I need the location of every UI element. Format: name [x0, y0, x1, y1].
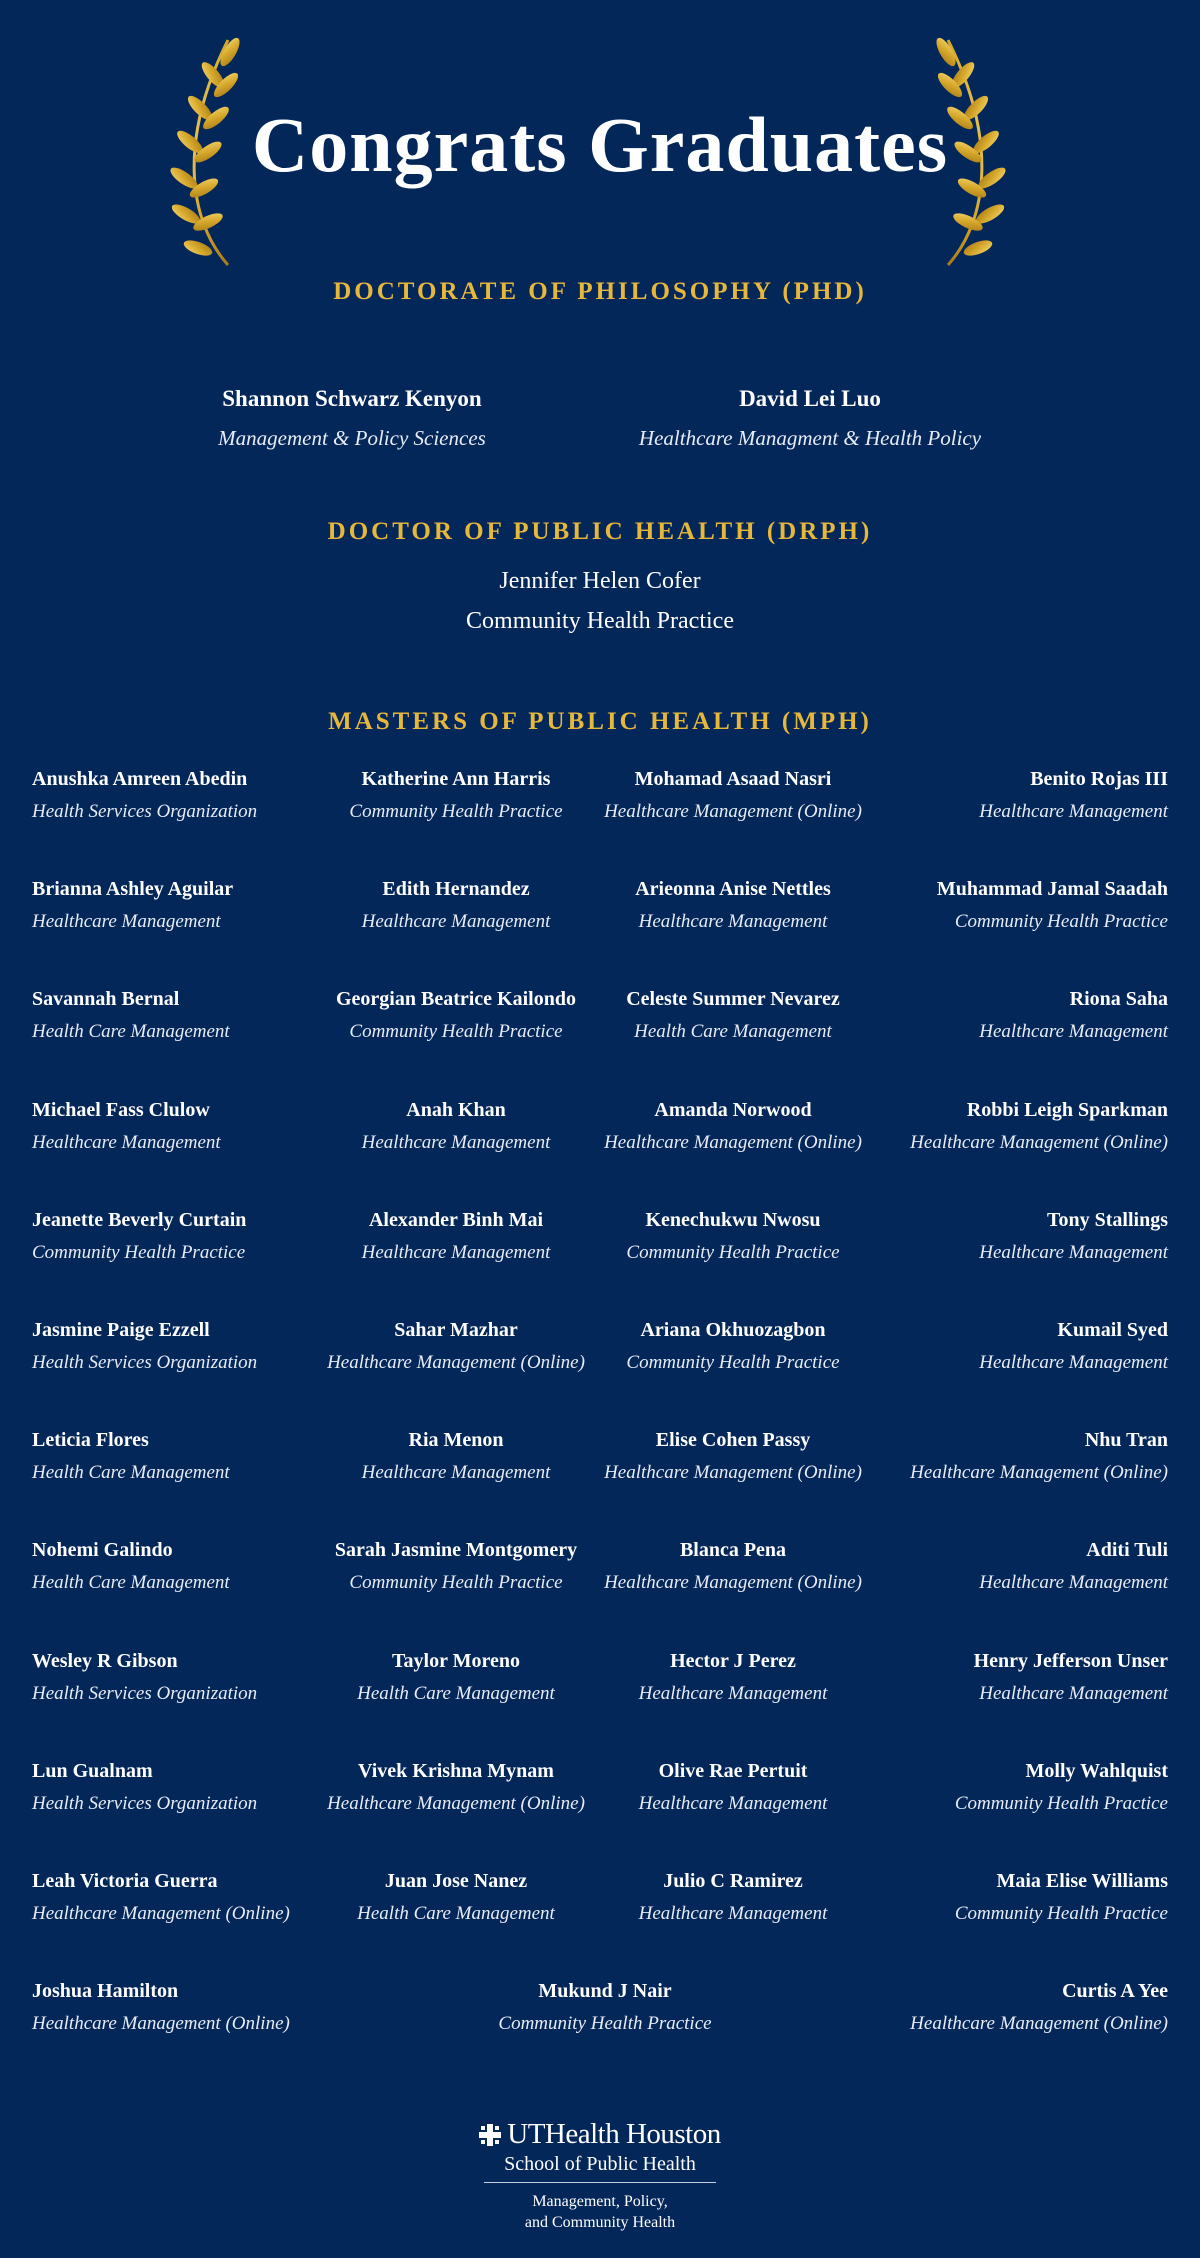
graduate-name: David Lei Luo: [739, 386, 881, 411]
graduate-program: Healthcare Management: [361, 1462, 551, 1484]
graduate-program: Health Services Organization: [32, 1792, 258, 1814]
mph-graduate: [306, 1429, 606, 1484]
mph-graduate: [32, 1760, 332, 1815]
graduate-program: Health Services Organization: [32, 1352, 258, 1373]
drph-graduate-program: Community Health Practice: [466, 608, 734, 634]
graduate-name: Olive Rae Pertuit: [658, 1759, 808, 1782]
mph-graduate: [32, 1539, 332, 1594]
mph-graduate: [306, 768, 606, 823]
graduate-program: Healthcare Management (Online): [604, 1572, 862, 1594]
mph-graduate: [868, 878, 1168, 933]
graduate-name: Curtis A Yee: [1062, 1980, 1168, 2003]
mph-graduate: [306, 1319, 606, 1374]
graduate-name: Edith Hernandez: [382, 878, 530, 901]
graduate-name: Robbi Leigh Sparkman: [966, 1098, 1168, 1121]
mph-graduate: [306, 1539, 606, 1594]
mph-graduate: [583, 1319, 883, 1374]
school-name: School of Public Health: [504, 2153, 696, 2175]
mph-graduate: [583, 1099, 883, 1154]
graduate-name: Ria Menon: [408, 1429, 504, 1452]
graduate-name: Juan Jose Nanez: [384, 1870, 528, 1892]
graduate-name: Tony Stallings: [1047, 1208, 1168, 1231]
graduate-program: Healthcare Management (Online): [327, 1792, 585, 1814]
graduate-program: Health Care Management: [634, 1021, 832, 1043]
graduate-program: Healthcare Management: [979, 1572, 1168, 1594]
graduate-program: Health Services Organization: [32, 801, 258, 822]
mph-graduate: [32, 768, 332, 823]
mph-graduate: [868, 1980, 1168, 2035]
graduate-name: Hector J Perez: [670, 1649, 796, 1672]
mph-graduate: [306, 1760, 606, 1815]
graduate-name: Elise Cohen Passy: [655, 1429, 811, 1452]
graduate-program: Healthcare Management: [638, 911, 828, 933]
graduate-name: Wesley R Gibson: [32, 1649, 178, 1672]
graduate-name: Brianna Ashley Aguilar: [32, 878, 234, 901]
graduate-name: Nhu Tran: [1084, 1429, 1168, 1452]
uthealth-logo-icon: [479, 2124, 501, 2146]
mph-graduate: [32, 988, 332, 1043]
mph-graduate: [32, 1209, 332, 1264]
graduate-program: Healthcare Management (Online): [327, 1352, 585, 1373]
graduate-name: Jeanette Beverly Curtain: [32, 1208, 247, 1231]
mph-graduate: [868, 1539, 1168, 1594]
mph-graduate: [306, 1650, 606, 1705]
graduate-program: Healthcare Management: [638, 1792, 828, 1814]
graduate-name: Blanca Pena: [679, 1539, 787, 1562]
mph-graduate: [583, 1539, 883, 1594]
graduate-program: Community Health Practice: [498, 2013, 712, 2035]
graduate-name: Arieonna Anise Nettles: [635, 878, 831, 901]
mph-graduate: [583, 1209, 883, 1264]
graduate-program: Community Health Practice: [626, 1241, 840, 1263]
graduate-name: Julio C Ramirez: [663, 1870, 803, 1892]
graduate-name: Kumail Syed: [1057, 1319, 1168, 1341]
graduate-name: Mohamad Asaad Nasri: [634, 768, 832, 790]
graduate-program: Healthcare Management (Online): [910, 1131, 1168, 1153]
graduate-program: Healthcare Management (Online): [910, 2013, 1168, 2035]
mph-graduate: [868, 1319, 1168, 1374]
graduate-name: Anah Khan: [406, 1098, 506, 1121]
graduate-program: Healthcare Management: [32, 1131, 221, 1153]
graduate-program: Community Health Practice: [32, 1241, 246, 1263]
department-line-1: Management, Policy,: [532, 2193, 668, 2210]
graduate-program: Health Care Management: [32, 1572, 230, 1594]
graduate-program: Healthcare Management (Online): [910, 1462, 1168, 1484]
drph-heading: DOCTOR OF PUBLIC HEALTH (DRPH): [327, 518, 873, 545]
mph-graduate: [868, 1650, 1168, 1705]
graduate-name: Amanda Norwood: [654, 1098, 812, 1121]
graduate-program: Community Health Practice: [349, 1021, 563, 1043]
graduate-program: Healthcare Management (Online): [32, 1903, 290, 1924]
divider: [484, 2182, 716, 2183]
mph-graduate: [868, 1429, 1168, 1484]
graduate-name: Riona Saha: [1069, 988, 1168, 1011]
page-title: Congrats Graduates: [251, 101, 949, 188]
graduate-program: Healthcare Managment & Health Policy: [638, 426, 982, 450]
graduate-name: Sarah Jasmine Montgomery: [334, 1539, 578, 1562]
department-line-2: and Community Health: [524, 2214, 676, 2231]
graduate-program: Management & Policy Sciences: [218, 426, 486, 450]
mph-graduate: [583, 768, 883, 823]
graduate-program: Healthcare Management (Online): [32, 2013, 290, 2035]
mph-graduate: [583, 1870, 883, 1925]
graduate-name: Molly Wahlquist: [1025, 1759, 1168, 1782]
graduate-name: Ariana Okhuozagbon: [640, 1319, 826, 1341]
graduate-program: Health Care Management: [357, 1682, 555, 1704]
graduate-name: Savannah Bernal: [32, 988, 180, 1011]
mph-graduate: [306, 1099, 606, 1154]
mph-graduate: [583, 878, 883, 933]
graduate-program: Healthcare Management: [979, 1682, 1168, 1704]
drph-graduate-name: Jennifer Helen Cofer: [499, 568, 701, 594]
mph-graduate: [868, 1209, 1168, 1264]
mph-graduate: [868, 768, 1168, 823]
mph-graduate: [583, 988, 883, 1043]
graduate-name: Anushka Amreen Abedin: [32, 768, 248, 790]
mph-graduate: [32, 878, 332, 933]
mph-graduate: [32, 1650, 332, 1705]
graduate-name: Maia Elise Williams: [996, 1870, 1168, 1892]
graduate-program: Healthcare Management (Online): [604, 1131, 862, 1153]
mph-graduate: [32, 1099, 332, 1154]
graduate-program: Healthcare Management: [361, 1131, 551, 1153]
graduate-name: Georgian Beatrice Kailondo: [336, 988, 576, 1011]
graduate-name: Aditi Tuli: [1086, 1539, 1168, 1562]
mph-graduate: [306, 1209, 606, 1264]
graduate-program: Community Health Practice: [626, 1352, 840, 1373]
mph-graduate: [583, 1429, 883, 1484]
mph-graduate: [583, 1650, 883, 1705]
graduate-name: Celeste Summer Nevarez: [626, 988, 840, 1011]
mph-heading: MASTERS OF PUBLIC HEALTH (MPH): [328, 708, 872, 735]
graduate-name: Joshua Hamilton: [32, 1980, 179, 2003]
mph-graduate: [868, 1760, 1168, 1815]
graduate-program: Healthcare Management: [979, 1241, 1168, 1263]
mph-graduate: [455, 1980, 755, 2035]
mph-graduate: [868, 1099, 1168, 1154]
graduate-program: Community Health Practice: [954, 1792, 1168, 1814]
phd-graduate: [600, 386, 1020, 451]
footer-logo: [0, 2118, 1200, 2233]
graduate-program: Healthcare Management: [638, 1682, 828, 1704]
graduate-program: Health Care Management: [357, 1903, 555, 1924]
mph-graduate: [306, 1870, 606, 1925]
mph-graduate: [306, 878, 606, 933]
graduate-program: Healthcare Management (Online): [604, 801, 862, 822]
graduate-name: Jasmine Paige Ezzell: [32, 1319, 210, 1341]
graduate-program: Health Care Management: [32, 1021, 230, 1043]
graduate-program: Healthcare Management (Online): [604, 1462, 862, 1484]
mph-graduate: [32, 1870, 332, 1925]
mph-graduate: [868, 988, 1168, 1043]
graduate-program: Health Care Management: [32, 1462, 230, 1484]
graduate-name: Leticia Flores: [32, 1429, 149, 1452]
graduate-program: Healthcare Management: [979, 801, 1168, 822]
graduate-program: Healthcare Management: [361, 1241, 551, 1263]
mph-graduate: [32, 1319, 332, 1374]
graduate-program: Healthcare Management: [979, 1021, 1168, 1043]
graduate-name: Leah Victoria Guerra: [32, 1870, 218, 1892]
graduate-name: Katherine Ann Harris: [361, 768, 551, 790]
graduate-name: Alexander Binh Mai: [368, 1208, 544, 1231]
graduate-program: Community Health Practice: [349, 801, 563, 822]
graduate-name: Nohemi Galindo: [32, 1539, 173, 1562]
graduate-name: Kenechukwu Nwosu: [645, 1208, 821, 1231]
graduate-program: Community Health Practice: [349, 1572, 563, 1594]
graduate-name: Mukund J Nair: [538, 1980, 672, 2003]
mph-graduate: [32, 1980, 332, 2035]
phd-heading: DOCTORATE OF PHILOSOPHY (PHD): [333, 278, 867, 305]
graduate-name: Lun Gualnam: [32, 1759, 153, 1782]
graduate-program: Healthcare Management: [638, 1903, 828, 1924]
mph-graduate: [868, 1870, 1168, 1925]
graduate-program: Community Health Practice: [954, 911, 1168, 933]
graduate-name: Taylor Moreno: [392, 1649, 520, 1672]
graduate-name: Muhammad Jamal Saadah: [936, 878, 1168, 901]
mph-graduate: [306, 988, 606, 1043]
graduate-name: Shannon Schwarz Kenyon: [222, 386, 482, 411]
graduate-name: Vivek Krishna Mynam: [358, 1759, 554, 1782]
phd-graduate: [142, 386, 562, 451]
mph-graduate: [32, 1429, 332, 1484]
mph-graduate: [583, 1760, 883, 1815]
graduate-name: Benito Rojas III: [1030, 768, 1168, 790]
graduate-program: Healthcare Management: [32, 911, 221, 933]
graduate-program: Healthcare Management: [979, 1352, 1168, 1373]
graduate-program: Health Services Organization: [32, 1682, 258, 1704]
graduate-name: Henry Jefferson Unser: [973, 1649, 1168, 1672]
logo-text: UTHealth Houston: [507, 2118, 721, 2150]
graduate-program: Community Health Practice: [954, 1903, 1168, 1924]
graduate-name: Michael Fass Clulow: [32, 1098, 210, 1121]
graduate-name: Sahar Mazhar: [394, 1319, 518, 1341]
graduate-program: Healthcare Management: [361, 911, 551, 933]
